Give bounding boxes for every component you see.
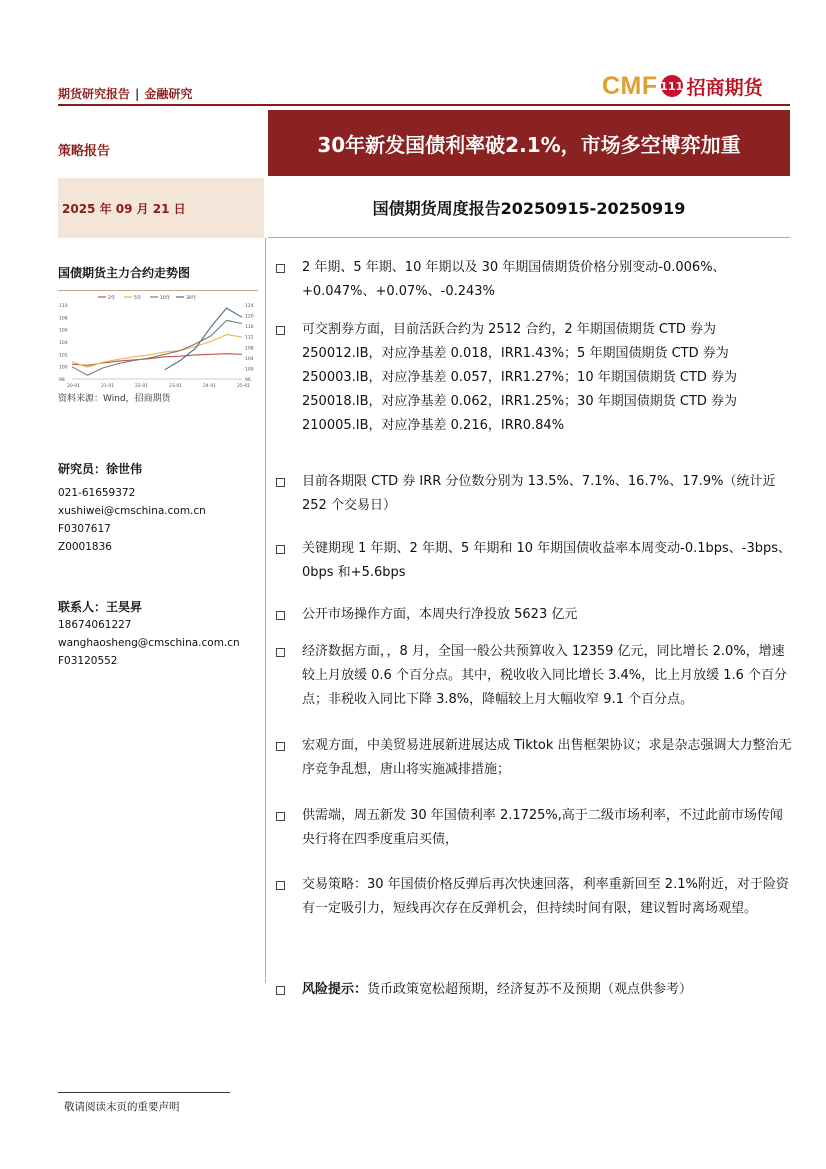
chart-source: 资料来源：Wind，招商期货 <box>58 394 171 404</box>
researcher-email: xushiwei@cmschina.com.cn <box>58 505 206 517</box>
bullet-square-icon <box>276 326 285 335</box>
contact-license: F03120552 <box>58 655 118 667</box>
column-divider <box>265 238 266 983</box>
chart-right-tick-label: 108 <box>245 346 254 352</box>
futures-trend-chart <box>58 290 258 391</box>
research-area-label: 金融研究 <box>144 87 193 101</box>
footer-divider <box>58 1092 230 1093</box>
bullet-square-icon <box>276 881 285 890</box>
report-subtitle: 国债期货周度报告20250915-20250919 <box>268 178 790 238</box>
chart-x-tick-label: 22-01 <box>135 384 149 389</box>
report-title: 30年新发国债利率破2.1%，市场多空博弈加重 <box>317 132 741 157</box>
contact-info <box>58 616 240 670</box>
chart-series-line <box>165 308 242 370</box>
chart-x-tick-label: 24-01 <box>203 384 217 389</box>
company-logo <box>602 70 763 102</box>
chart-legend-label: 2年 <box>108 296 116 301</box>
chart-right-tick-label: 96 <box>245 378 251 383</box>
chart-x-tick-label: 25-01 <box>237 384 251 389</box>
logo-text-cn: 招商期货 <box>686 76 763 99</box>
bullet-text: 2 年期、5 年期、10 年期以及 30 年期国债期货价格分别变动-0.006%、+0.047%、+0.07%、-0.243% <box>302 260 726 299</box>
list-item <box>276 470 796 518</box>
bullet-text: 可交割券方面，目前活跃合约为 2512 合约，2 年期国债期货 CTD 券为 250012.IB，对应净基差 0.018，IRR1.43%；5 年期国债期货 CTD 券为 250003.IB，对应净基差 0.057，IRR1.27%；10 年期国债期货 CTD 券为 250018.IB，对应净基差 0.062，IRR1.25%；30 年期国债期货 CTD 券为 210005.IB，对应净基差 0.216，IRR0.84% <box>302 322 738 433</box>
list-item <box>276 318 796 438</box>
researcher-phone: 021-61659372 <box>58 487 136 499</box>
list-item <box>276 537 796 585</box>
bullet-square-icon <box>276 545 285 554</box>
bullet-square-icon <box>276 986 285 995</box>
bullet-square-icon <box>276 478 285 487</box>
report-category: 策略报告 <box>58 144 111 159</box>
researcher-license-1: F0307617 <box>58 523 111 535</box>
bullet-square-icon <box>276 812 285 821</box>
chart-left-tick-label: 104 <box>59 341 68 346</box>
chart-legend-label: 10年 <box>160 296 171 301</box>
chart-legend-label: 30年 <box>186 296 197 301</box>
list-item <box>276 873 796 921</box>
contact-phone: 18674061227 <box>58 619 132 631</box>
researcher-info <box>58 484 206 556</box>
bullet-square-icon <box>276 742 285 751</box>
chart-right-tick-label: 124 <box>245 304 254 309</box>
chart-right-tick-label: 116 <box>245 325 254 331</box>
chart-series-line <box>72 320 242 375</box>
risk-label: 风险提示： <box>302 982 368 997</box>
researcher-title: 研究员：徐世伟 <box>58 462 143 476</box>
risk-text: 货币政策宽松超预期，经济复苏不及预期（观点供参考） <box>367 982 693 997</box>
report-date: 2025 年 09 月 21 日 <box>58 178 264 238</box>
chart-left-tick-label: 102 <box>59 353 68 359</box>
bullet-text: 供需端，周五新发 30 年国债利率 2.1725%,高于二级市场利率，不过此前市场传闻央行将在四季度重启买债， <box>302 808 783 847</box>
bullet-text: 公开市场操作方面，本周央行净投放 5623 亿元 <box>302 607 578 622</box>
chart-left-tick-label: 110 <box>59 304 68 309</box>
bullet-square-icon <box>276 264 285 273</box>
disclaimer-note: 敬请阅读末页的重要声明 <box>64 1101 180 1113</box>
bullet-text: 宏观方面，中美贸易进展新进展达成 Tiktok 出售框架协议；求是杂志强调大力整治无序竞争乱想，唐山将实施减排措施； <box>302 738 792 777</box>
list-item <box>276 603 796 627</box>
bullet-text: 目前各期限 CTD 券 IRR 分位数分别为 13.5%、7.1%、16.7%、17.9%（统计近 252 个交易日） <box>302 474 776 513</box>
list-item <box>276 256 796 304</box>
chart-left-tick-label: 100 <box>59 365 68 371</box>
bullet-text <box>302 978 794 1002</box>
bullet-square-icon <box>276 648 285 657</box>
logo-text-en: CMF <box>602 71 658 100</box>
header-divider <box>58 104 790 106</box>
chart-left-tick-label: 108 <box>59 316 68 322</box>
chart-right-tick-label: 104 <box>245 356 254 362</box>
list-item <box>276 804 796 852</box>
chart-x-tick-label: 20-01 <box>67 384 81 389</box>
chart-title: 国债期货主力合约走势图 <box>58 266 191 280</box>
chart-left-tick-label: 106 <box>59 328 68 334</box>
researcher-license-2: Z0001836 <box>58 541 112 553</box>
report-title-banner <box>268 110 790 176</box>
chart-right-tick-label: 112 <box>245 335 254 341</box>
chart-x-tick-label: 21-01 <box>101 384 115 389</box>
list-item <box>276 978 796 1002</box>
header-separator: | <box>135 87 140 101</box>
bullet-text: 关键期现 1 年期、2 年期、5 年期和 10 年期国债收益率本周变动-0.1bps、-3bps、0bps 和+5.6bps <box>302 541 792 580</box>
chart-x-tick-label: 23-01 <box>169 384 183 389</box>
report-type-label: 期货研究报告 <box>58 87 131 101</box>
bullet-text: 经济数据方面，，8 月，全国一般公共预算收入 12359 亿元，同比增长 2.0%，增速较上月放缓 0.6 个百分点。其中，税收收入同比增长 3.4%，比上月放缓 1.6 个百分点；非税收入同比下降 3.8%，降幅较上月大幅收窄 9.1 个百分点。 <box>302 644 788 707</box>
contact-email: wanghaosheng@cmschina.com.cn <box>58 637 240 649</box>
chart-left-tick-label: 98 <box>59 378 65 383</box>
chart-svg <box>58 291 258 391</box>
chart-right-tick-label: 120 <box>245 314 254 320</box>
report-type-header <box>58 85 192 102</box>
logo-badge-icon: 111 <box>661 75 683 97</box>
list-item <box>276 640 796 712</box>
chart-series-line <box>72 335 242 368</box>
chart-legend-label: 5年 <box>134 296 142 301</box>
bullet-square-icon <box>276 611 285 620</box>
contact-title: 联系人：王昊昇 <box>58 600 143 614</box>
chart-right-tick-label: 100 <box>245 367 254 373</box>
bullet-text: 交易策略：30 年国债价格反弹后再次快速回落，利率重新回至 2.1%附近，对于险资有一定吸引力，短线再次存在反弹机会，但持续时间有限，建议暂时离场观望。 <box>302 877 789 916</box>
list-item <box>276 734 796 782</box>
